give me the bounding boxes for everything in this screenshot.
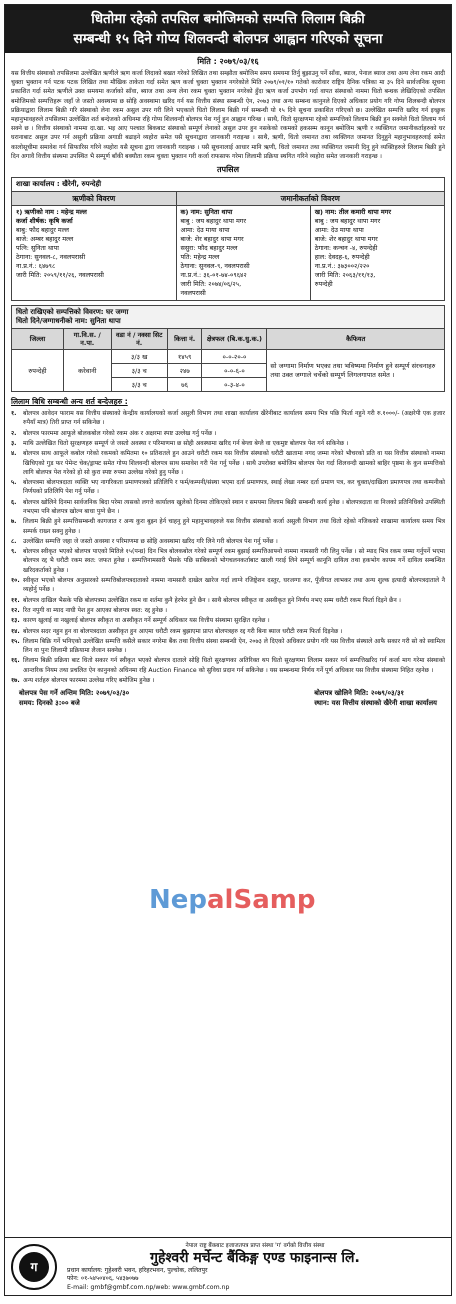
item-number: १०. bbox=[11, 577, 20, 585]
guarantor-a-line: बाबु : जय बहादुर थापा मगर bbox=[180, 217, 247, 226]
property-title-line-1: धितो राखिएको सम्पत्तिको विवरण: घर जग्गा bbox=[16, 308, 129, 317]
list-item bbox=[11, 547, 445, 575]
debtor-line: ना.प्र.नं.: ६४७९८ bbox=[16, 262, 56, 271]
item-text: माथि उल्लेखित धितो सुरक्षणहरु सम्पूर्ण जे जस्तो अवस्था र परिमाणमा छ सोही अवस्थामा खरिद गर्न बेग्ला बेग्लै वा एकमुष्ट बोलपत्र पेश गर्न सकिनेछ । bbox=[23, 439, 349, 447]
watermark-part-1: Nep bbox=[149, 885, 208, 915]
debtor-line: जारी मिति: २०५९/११/२६, नवलपरासी bbox=[16, 271, 104, 280]
debtor-header: ऋणीको विवरण bbox=[12, 192, 177, 206]
item-number: ९. bbox=[11, 548, 17, 556]
guarantor-a-line: ठेगाना: सुनवल-९, नवलपरासी bbox=[180, 262, 250, 271]
guarantor-b-line: जारी मिति: २०६३/११/१३, bbox=[314, 271, 376, 280]
list-item bbox=[11, 498, 445, 517]
debtor-details bbox=[12, 206, 177, 301]
cell-area: ०-०-२०-० bbox=[202, 350, 267, 364]
item-number: १. bbox=[11, 410, 17, 418]
logo-mark: ग bbox=[19, 1252, 49, 1282]
list-item bbox=[11, 537, 445, 546]
cell-ward: ३/३ ख bbox=[111, 350, 167, 364]
debtor-line: बाजे: अम्बर बहादुर मल्ल bbox=[16, 235, 74, 244]
property-table bbox=[11, 328, 445, 392]
item-number: २. bbox=[11, 429, 17, 437]
list-item bbox=[11, 429, 445, 438]
list-item bbox=[11, 409, 445, 428]
item-text: लिलाम बिक्रि गर्ने भनिएको उल्लेखित सम्पत्ति कसैले सकार नगरेमा बैंक तथा वित्तीय संस्था सम्बन्धी ऐन, २०७३ ले दिएको अधिकार प्रयोग गरि यस वित्तीय संस्थाले आफै सकार गरी सो को स्वामित्व लिन वा पुनः लिलामी प्रक्रियामा लैजान सक्नेछ । bbox=[23, 637, 445, 655]
company-name: गुहेश्वरी मर्चेन्ट बैंकिङ्ग एण्ड फाइनान्स लि. bbox=[150, 1249, 360, 1266]
cell-district: रुपन्देही bbox=[12, 350, 64, 392]
guarantor-a-line: आमा: देउ माया थापा bbox=[180, 226, 230, 235]
item-number: ७. bbox=[11, 518, 17, 526]
item-text: उल्लेखित सम्पत्ति जहा जे जस्तो अवस्था र परिमाणमा छ सोहि अवस्थामा खरिद गरि लिने गरी बोलपत्र पेश गर्नु पर्नेछ । bbox=[23, 537, 278, 545]
guarantor-b-line: रुपन्देही bbox=[314, 280, 333, 289]
guarantor-a-line: बाजे: शेर बहादुर थापा मगर bbox=[180, 235, 244, 244]
property-title-line-2: धितो दिने/जग्गाधनीको नाम: सुनिता थापा bbox=[16, 317, 121, 326]
conditions-list bbox=[5, 409, 451, 685]
list-item bbox=[11, 478, 445, 497]
guarantor-b-line: ना.प्र.नं.: ३७३००२/२२० bbox=[314, 262, 370, 271]
contact-info: E-mail: gmbf@gmbf.com.np/web: www.gmbf.com.np bbox=[67, 1283, 230, 1291]
property-heading bbox=[11, 305, 445, 328]
submit-time: समय: दिनको ३:०० बजे bbox=[19, 699, 80, 708]
cell-kitta: ७६ bbox=[167, 378, 202, 392]
list-item bbox=[11, 439, 445, 448]
item-number: १३. bbox=[11, 617, 20, 625]
guarantor-a-line: ससुरा: फौद बहादुर मल्ल bbox=[180, 244, 238, 253]
company-logo bbox=[11, 1244, 57, 1290]
debtor-line: कर्जा शीर्षक: कृषि कर्जा bbox=[16, 217, 73, 226]
item-text: अन्य शर्तहरु बोलपत्र फारममा उल्लेख गरिए बमोजिम हुनेछ । bbox=[23, 677, 155, 685]
col-area: क्षेत्रफल (बि.क.धु.क.) bbox=[202, 329, 267, 350]
item-number: ४. bbox=[11, 450, 17, 458]
item-number: १२. bbox=[11, 606, 20, 614]
item-text: बोलपत्र दाखिल भैसके पछि बोलपत्रमा उल्लेखित रकम वा शर्तमा कुनै हेरफेर हुने छैन । साथै बोलपत्र स्वीकृत वा अस्वीकृत हुने निर्णय नभए सम्म धरौटी रकम फिर्ता दिइने छैन । bbox=[23, 596, 401, 604]
branch-office: शाखा कार्यालय : खैरेनी, रुपन्देही bbox=[12, 178, 445, 192]
item-text: रित नपुगी वा म्याद नाघी पेश हुन आएका बोलपत्र स्वत: रद्द हुनेछ । bbox=[23, 606, 168, 614]
deadline-row bbox=[5, 686, 451, 710]
item-text: बोलपत्र फारममा आफूले बोलकबोल गरेको रकम अंक र अक्षरमा स्पष्ट उल्लेख गर्नु पर्नेछ । bbox=[23, 429, 217, 437]
cell-ward: ३/३ च bbox=[111, 364, 167, 378]
item-text: बोलपत्र सदर नहुन हुन वा बोलपत्रदाता अस्वीकृत हुन आएमा धरौटी रकम बुझाएमा प्राप्त बोलपत्रहरु रद्द गरी बिना ब्याज धरौटी रकम फिर्ता दिइनेछ । bbox=[23, 627, 343, 635]
watermark bbox=[149, 885, 315, 915]
list-item bbox=[11, 616, 445, 625]
list-item bbox=[11, 637, 445, 656]
guarantor-a-line: पति: महेन्द्र मल्ल bbox=[180, 253, 220, 262]
item-text: बोलपत्र साथ आफूले कबोल गरेको रकमको कमितमा १० प्रतिशतले हुन आउने धरौटी रकम यस वित्तीय संस्थाको धरौटी खातामा नगद जम्मा गरेको भौचरको प्रति वा यस वित्तीय संस्थाको नाममा खिचिएको गुड फर पेमेन्ट चेक/ड्राफ्ट समेत गोप्य शिलवन्दी बोलपत्र साथ समावेश गरी पेश गर्नु पर्नेछ । साथै उपरोक्त बमोजिम बोलपत्र पेश गर्दा शिलवन्दी खामको बाहिर पृष्ठमा के कुन सम्पत्तिको लागि बोलपत्र पेश गरेको हो सो कुरा स्पष्ट रुपमा उल्लेख गरेको हुनु पर्नेछ । bbox=[23, 450, 445, 476]
col-municipality: गा.वि.स. /न.पा. bbox=[63, 329, 111, 350]
item-number: १४. bbox=[11, 627, 20, 635]
debtor-line: बाबु: फौद बहादुर मल्ल bbox=[16, 226, 69, 235]
notice-title bbox=[5, 5, 451, 53]
col-kitta: कित्ता नं. bbox=[167, 329, 202, 350]
intro-paragraph: यस वित्तीय संस्थाको तपसिलमा उल्लेखित ऋणीले ऋण कर्जा लिदाको बखत गरेको लिखित तथा सम्झौता बमोजिम समय समयमा तिर्नु बुझाउनु पर्ने साँवा, ब्याज, पेनाल ब्याज तथा अन्य लेना रकम आदी चुक्ता भुक्तान गर्न पटक पटक लिखित तथा मौखिक ताकेता गर्दा समेत ऋण कर्जा चुक्ता भुक्तान नगरेकोले मिति २०७९/०१/१० गतेको कारोवार राष्ट्रिय दैनिक पत्रिका मा ३५ दिने सार्वजनिक सूचना प्रकाशित गर्दा समेत ऋणीले उक्त समयमा कर्जाको साँवा, ब्याज तथा अन्य लेना रकम चुक्ता भुक्तान नगरेको हुँदा ऋण कर्जा उपभोग गर्दा वापत संस्थाको नाममा धितो बन्धक लेखिदिएको तपसिल बमोजिमको सम्पत्तिहरू जहाँ जे जस्तो अवस्थामा छ सोहि अवस्थामा खरिद गर्न यस वित्तीय संस्था सम्बन्धी ऐन, २०७३ तथा अन्य सम्बन्ध कानुनले दिएको अधिकार प्रयोग गरि गोप्य शिलबन्दी बोलपत्र प्रक्रियाद्वारा लिलाम बिक्री गरि संस्थाको लेना रकम असुल उपर गरी लिने भएकाले धितो लिलाम बिक्री गर्न सम्बन्धी यो १५ दिने सूचना प्रकाशित गरिएको छ। उल्लेखित सम्पत्ति खरिद गर्न इच्छुक महानुभावहरुले तपसिलमा उल्लेखित शर्त बन्देजको अधिनमा रहि गोप्य शिलवन्दी बोलपत्र पेश गर्नु हुन आह्वान गरिन्छ । साथै, धितो सुरक्षणमा रहेको सम्पत्तिको लिलाम बिक्री हुन सक्नेले धितो लिलाम गर्न सक्ने छ । वित्तीय संस्थाको नाममा दा.खा. भइ आए पश्चात बिकबाट संस्थाको सम्पूर्ण लेनाको असुल उपर हुन नसकेको रकमको हकसम्म कानून बमोजिम ऋणी र व्यक्तिगत जमानीकर्ताहरुको घर घरानाबाट असुल उपर गर्न असुली प्रक्रिया अगाडी बढाइने व्यहोरा समेत यसै सूचनाद्वारा जानकारी गराइन्छ । साथै, ऋणी, धितो जमानत तथा व्यक्तिगत जमानत दिनुहुने महानुभावहरुलाई समेत कालोसूचीमा समावेश गर्न सिफारिस गरिने व्यहोरा यसै सूचना द्वारा जानकारी गराइन्छ । यसै सूचनालाई आधार मानि ऋणी, धितो जमानत तथा व्यक्तिगत जमानी दिनु हुने व्यक्तिहरुले लिलाम बिक्री हुने दिन अगावै वित्तीय संस्थमा उपस्थित भै सम्पूर्ण बाँकी बक्यौता रकम चुक्ता भुक्तान गरी कर्जा राफसाफ गरेमा लिलामी प्रक्रिया स्थगित गरिने व्यहोरा समेत जानकारी गराइन्छ । bbox=[11, 70, 446, 160]
list-item bbox=[11, 656, 445, 675]
guarantor-b-line: बाबु : जय बहादुर थापा मगर bbox=[314, 217, 381, 226]
party-table bbox=[11, 177, 445, 301]
cell-municipality: करेवानी bbox=[63, 350, 111, 392]
list-item bbox=[11, 676, 445, 685]
item-text: बोलपत्र आवेदन फाराम यस वित्तीय संस्थाको केन्द्रीय कार्यालयको कर्जा असुली विभाग तथा शाखा कार्यालय खैरेनीबाट कार्यालय समय भित्र पछि फिर्ता नहुने गरी रु.१०००/- (अक्षरेपी एक हजार रुपैयाँ मात्र) तिरी प्राप्त गर्न सकिनेछ । bbox=[23, 410, 445, 427]
item-text: लिलाम बिक्री प्रक्रिया बाट धितो सकार गर्न स्वीकृत भएको बोलपत्र दाताले सोहि धितो सुरक्षणका अतिरिक्त थप धितो सुरक्षणमा लिलाम सकार गर्न सम्पत्तिखरिद गर्न कर्जा माग गरेमा संस्थाको आन्तरिक नियम तथा प्रचलित ऐन कानुनको अधिनमा रहि Auction Finance को सुविधा प्रदान गर्न सकिनेछ । यस सम्बन्धमा निर्णय गर्ने पूर्ण अधिकार यस वित्तीय संस्थामा निहित रहनेछ । bbox=[23, 657, 445, 674]
guarantor-b-line: ठेगाना: कन्चन -४, रुपन्देही bbox=[314, 244, 378, 253]
conditions-heading: लिलाम बिधि सम्बन्धी अन्य शर्त बन्देजहरु : bbox=[11, 397, 128, 407]
col-remark: कैफियत bbox=[267, 329, 445, 350]
item-number: ५. bbox=[11, 479, 17, 487]
list-item bbox=[11, 517, 445, 536]
company-footer bbox=[5, 1237, 451, 1295]
guarantor-b-details bbox=[310, 206, 444, 301]
title-line-1: धितोमा रहेको तपसिल बमोजिमको सम्पत्ति लिलाम बिक्री bbox=[91, 11, 365, 27]
title-line-2: सम्बन्धी १५ दिने गोप्य शिलवन्दी बोलपत्र आह्वान गरिएको सूचना bbox=[73, 31, 383, 47]
item-text: कारण खुलाई वा नखुलाई बोलपत्र स्वीकृत वा अस्वीकृत गर्ने सम्पूर्ण अधिकार यस वित्तीय संस्थामा सुरक्षित रहनेछ । bbox=[23, 617, 270, 625]
item-number: ८. bbox=[11, 537, 17, 545]
list-item bbox=[11, 627, 445, 636]
head-office: प्रधान कार्यालय: गुहेश्वरी भवन, हरिहरभवन, पुल्चोक, ललितपुर bbox=[67, 1266, 208, 1274]
item-text: बोलपत्र स्वीकृत भएको बोलपत्र पाएको मितिले १५(पन्ध्र) दिन भित्र बोलकबोल गरेको सम्पूर्ण रकम बुझाई सम्पत्तिआफ्नो नाममा नामसारी गरी लिनु पर्नेछ । सो म्याद भित्र रकम जम्मा गर्नुपर्ने भएमा बोलपत्र रद्द भै धरौटी रकम स्वत: जफत हुनेछ । सम्पत्तिनामसारी भैसके पछि साबिकको भोगचलनकर्ताबाट खाली गराई लिने सम्पूर्ण कानूनि दायित्व तथा हकभोग कायम गर्ने दायित्व सम्बन्धित खरिदकर्ताको हुनेछ । bbox=[23, 548, 445, 574]
item-number: ३. bbox=[11, 439, 17, 447]
guarantor-a-details bbox=[176, 206, 310, 301]
submit-info bbox=[19, 688, 129, 708]
open-date: बोलपत्र खोलिने मिति: २०७९/०३/३१ bbox=[314, 689, 405, 698]
guarantor-b-line: हाल: देवदह-६, रुपन्देही bbox=[314, 253, 370, 262]
cell-kitta: २४७ bbox=[167, 364, 202, 378]
item-text: लिलाम बिक्री हुने सम्पत्तिसम्बन्धी कागजात र अन्य कुरा बुझ्न हेर्न चाहनु हुने महानुभावहरुले यस वित्तीय संस्थाको कर्जा असुली विभाग तथा धितो रहेको नजिकको शाखामा कार्यालय समय भित्र सम्पर्क राख्न सक्नु हुनेछ । bbox=[23, 518, 445, 535]
guarantor-a-line: क) नाम: सुनिता थापा bbox=[180, 208, 233, 217]
list-item bbox=[11, 576, 445, 595]
tapasil-heading: तपसिल bbox=[216, 165, 239, 175]
cell-ward: ३/३ च bbox=[111, 378, 167, 392]
item-text: स्वीकृत भएको बोलपत्र अनुसारको सम्पत्तिबोलपत्रदाताको नाममा नामसारी दाखेल खारेज गर्दा लाग्ने रजिष्ट्रेशन दस्तुर, घरजग्गा कर, पूँजीगत लाभकर तथा अन्य शुल्क इत्यादी बोलपत्रदाताले नै व्यहोर्नु पर्नेछ । bbox=[23, 577, 445, 594]
list-item bbox=[11, 606, 445, 615]
item-text: बोलपत्रमा बोलपत्रदाता व्यक्ति भए नागरिकता प्रमाणपत्रको प्रतिलिपि र फर्म/कम्पनी/संस्था भएमा दर्ता प्रमाणपत्र, स्थाई लेखा नम्बर दर्ता प्रमाण पत्र, कर चुक्ता/दाखिला प्रमाणपत्र तथा कम्पनीको निर्णयको प्रतिलिपि पेश गर्नु पर्नेछ । bbox=[23, 479, 445, 496]
notice-page bbox=[4, 4, 452, 1296]
item-text: बोलपत्र खोलिने दिनमा सार्वजनिक बिदा परेमा त्यसको लगत्ते कार्यालय खुलेको दिनमा तोकिएको स्थान र समयमा लिलाम बिक्री सम्बन्धी कार्य हुनेछ । बोलपत्रदाता वा निजको प्रतिनिधिको उपस्थिती नभएमा पनि बोलपत्र खोल्न बाधा पुग्ने छैन । bbox=[23, 498, 445, 515]
guarantor-a-line: जारी मिति: २०७४/०६/२५, bbox=[180, 280, 242, 289]
debtor-line: १) ऋणीको नाम : महेन्द्र मल्ल bbox=[16, 208, 87, 217]
cell-remark: सो जग्गामा निर्माण भएका तथा भविष्यमा निर्माण हुने सम्पूर्ण संरचनाहरु तथा उक्त जग्गाले चर्चेको सम्पूर्ण लिगलगापात समेत । bbox=[267, 350, 445, 392]
guarantor-a-line: नवलपरासी bbox=[180, 289, 206, 298]
guarantor-b-line: ख) नाम: तील कमारी थापा मगर bbox=[314, 208, 391, 217]
cell-area: ०-३-४-० bbox=[202, 378, 267, 392]
debtor-line: पत्नि: सुनिता थापा bbox=[16, 244, 59, 253]
guarantor-a-line: ना.प्र.नं.: ३६-०१-७४-०९६४२ bbox=[180, 271, 247, 280]
table-row bbox=[12, 350, 445, 364]
item-number: १७. bbox=[11, 677, 20, 685]
phone-number: फोन: ०१-५४५०४०६, ५४३७०७७ bbox=[67, 1275, 139, 1283]
list-item bbox=[11, 596, 445, 605]
cell-area: ०-०-६-० bbox=[202, 364, 267, 378]
col-ward: वडा नं / नक्सा सिट नं. bbox=[111, 329, 167, 350]
item-number: १५. bbox=[11, 637, 20, 645]
list-item bbox=[11, 449, 445, 477]
open-info bbox=[314, 688, 437, 708]
submit-date: बोलपत्र पेस गर्ने अन्तिम मिति: २०७९/०३/३० bbox=[19, 689, 130, 698]
guarantor-header: जमानीकर्ताको विवरण bbox=[176, 192, 444, 206]
col-district: जिल्ला bbox=[12, 329, 64, 350]
guarantor-b-line: आमा: देउ माया थापा bbox=[314, 226, 364, 235]
item-number: ११. bbox=[11, 596, 20, 604]
cell-kitta: १४५९ bbox=[167, 350, 202, 364]
footer-body bbox=[65, 1241, 445, 1293]
item-number: ६. bbox=[11, 498, 17, 506]
footer-tagline: नेपाल राष्ट्र बैंकबाट इजाजतपत्र प्राप्त संस्था 'ग' वर्गको वित्तीय संस्था bbox=[185, 1242, 325, 1249]
item-number: १६. bbox=[11, 657, 20, 665]
debtor-line: ठेगाना: सुनवल-८, नवलपरासी bbox=[16, 253, 86, 262]
open-place: स्थान: यस वित्तीय संस्थाको खैरेनी शाखा कार्यालय bbox=[314, 699, 437, 708]
notice-date: मिति : २०७९/०३/१६ bbox=[197, 57, 259, 66]
watermark-part-2: alSamp bbox=[207, 885, 316, 915]
guarantor-b-line: बाजे: शेर बहादुर थापा मगर bbox=[314, 235, 378, 244]
